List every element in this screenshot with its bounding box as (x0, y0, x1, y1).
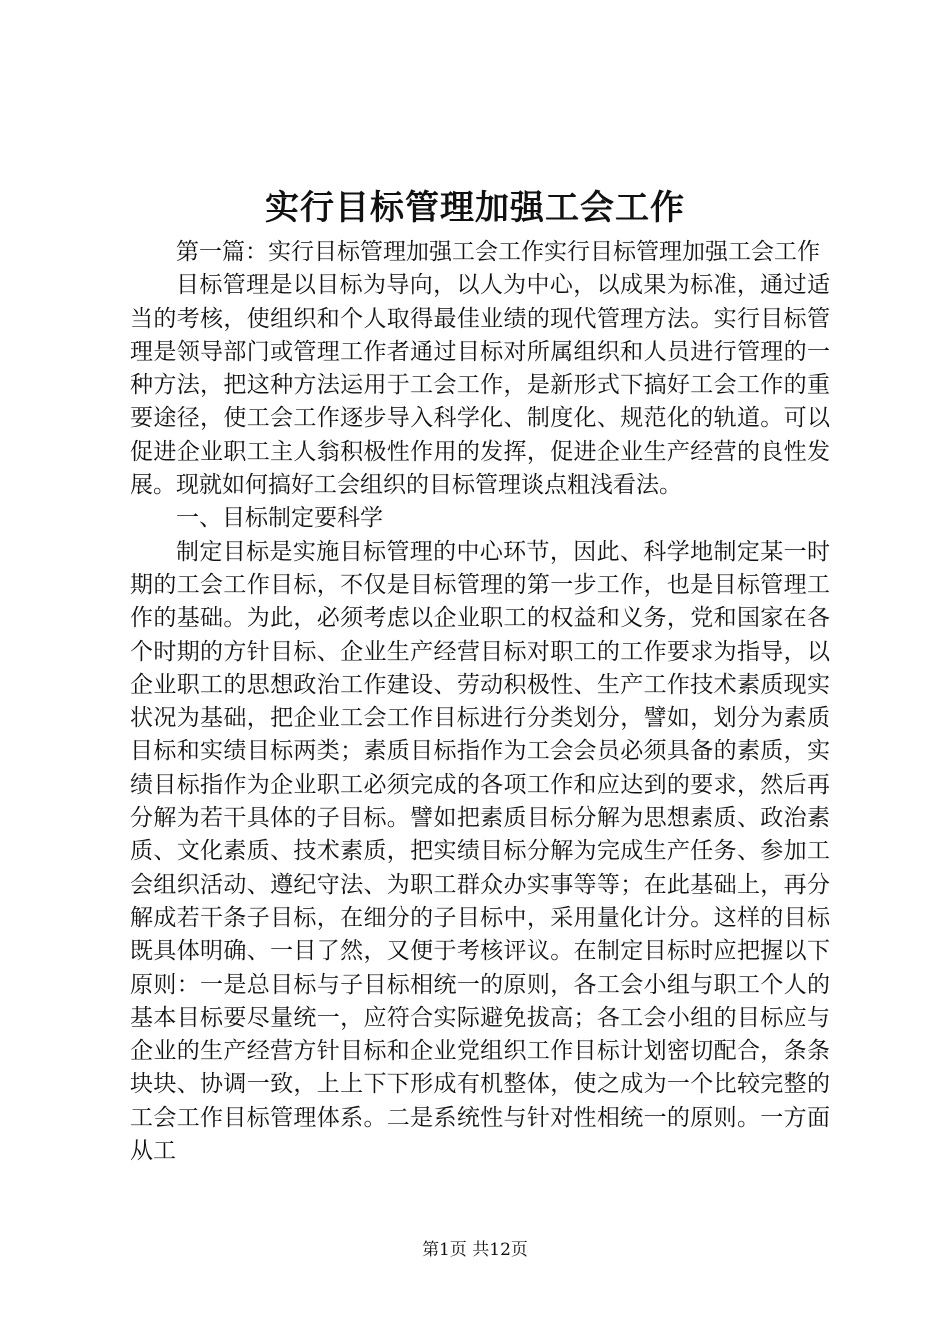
section-heading: 一、目标制定要科学 (176, 505, 383, 532)
body-paragraph: 制定目标是实施目标管理的中心环节，因此、科学地制定某一时期的工会工作目标，不仅是目标管理的第一步工作，也是目标管理工作的基础。为此，必须考虑以企业职工的权益和义务，党和国家在各个时期的方针目标、企业生产经营目标对职工的工作要求为指导，以企业职工的思想政治工作建设、劳动积极性、生产工作技术素质现实状况为基础，把企业工会工作目标进行分类划分，譬如，划分为素质目标和实绩目标两类；素质目标指作为工会会员必须具备的素质，实绩目标指作为企业职工必须完成的各项工作和应达到的要求，然后再分解为若干具体的子目标。譬如把素质目标分解为思想素质、政治素质、文化素质、技术素质，把实绩目标分解为完成生产任务、参加工会组织活动、遵纪守法、为职工群众办实事等等；在此基础上，再分解成若干条子目标，在细分的子目标中，采用量化计分。这样的目标既具体明确、一目了然，又便于考核评议。在制定目标时应把握以下原则：一是总目标与子目标相统一的原则，各工会小组与职工个人的基本目标要尽量统一，应符合实际避免拔高；各工会小组的目标应与企业的生产经营方针目标和企业党组织工作目标计划密切配合，条条块块、协调一致，上上下下形成有机整体，使之成为一个比较完整的工会工作目标管理体系。二是系统性与针对性相统一的原则。一方面从工 (130, 538, 830, 1165)
page-footer: 第1页 共12页 (422, 1240, 528, 1260)
document-title: 实行目标管理加强工会工作 (265, 188, 685, 228)
document-body (130, 236, 830, 1168)
body-paragraph: 目标管理是以目标为导向，以人为中心，以成果为标准，通过适当的考核，使组织和个人取得最佳业绩的现代管理方法。实行目标管理是领导部门或管理工作者通过目标对所属组织和人员进行管理的一种方法，把这种方法运用于工会工作，是新形式下搞好工会工作的重要途径，使工会工作逐步导入科学化、制度化、规范化的轨道。可以促进企业职工主人翁积极性作用的发挥，促进企业生产经营的良性发展。现就如何搞好工会组织的目标管理谈点粗浅看法。 (130, 272, 830, 499)
chapter-heading: 第一篇：实行目标管理加强工会工作实行目标管理加强工会工作 (176, 239, 820, 265)
